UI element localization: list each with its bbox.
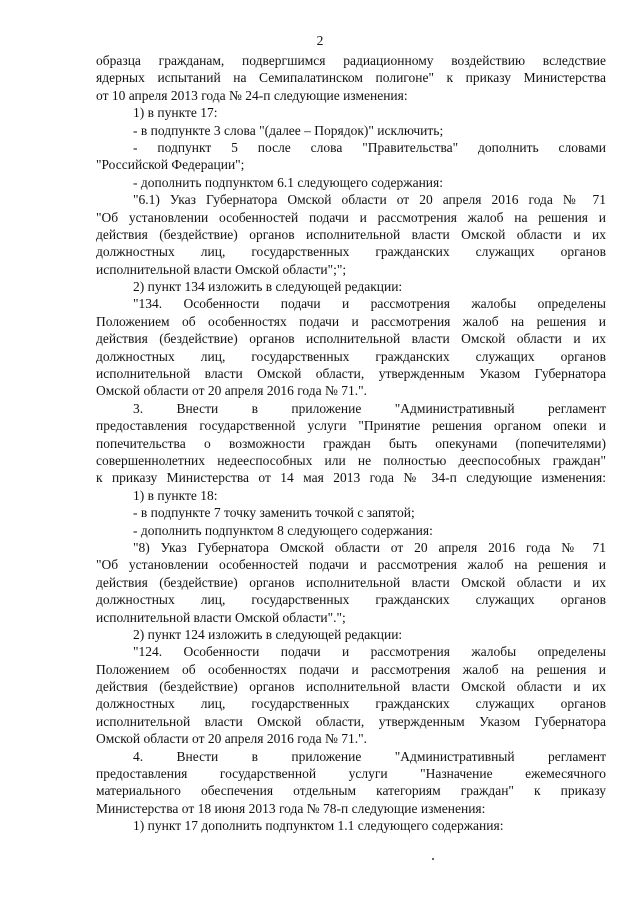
text-line: ядерных испытаний на Семипалатинском полигоне" к приказу Министерства (96, 70, 606, 86)
text-line: должностных лиц, государственных гражданских служащих органов (96, 244, 606, 260)
text-line: Омской области от 20 апреля 2016 года № 71.". (96, 383, 368, 399)
text-line: - в подпункте 7 точку заменить точкой с запятой; (133, 505, 415, 521)
text-line: от 10 апреля 2013 года № 24-п следующие изменения: (96, 87, 408, 103)
text-line: Положением об особенностях подачи и рассмотрения жалоб на решения и (96, 313, 606, 329)
text-line: 1) пункт 17 дополнить подпунктом 1.1 следующего содержания: (133, 818, 504, 834)
text-line: 1) в пункте 17: (133, 105, 218, 121)
text-line: действия (бездействие) органов исполнительной власти Омской области и их (96, 574, 606, 590)
text-line: исполнительной власти Омской области";"; (96, 261, 347, 277)
text-line: 3. Внести в приложение "Административный регламент (133, 400, 606, 416)
text-line: предоставления государственной услуги "Назначение ежемесячного (96, 766, 606, 782)
text-line: Омской области от 20 апреля 2016 года № 71.". (96, 731, 368, 747)
text-line: "124. Особенности подачи и рассмотрения жалобы определены (133, 644, 606, 660)
text-line: - дополнить подпунктом 8 следующего содержания: (133, 522, 433, 538)
text-line: 4. Внести в приложение "Административный регламент (133, 748, 606, 764)
text-line: "134. Особенности подачи и рассмотрения жалобы определены (133, 296, 606, 312)
text-line: исполнительной власти Омской области"."; (96, 609, 346, 625)
text-line: 2) пункт 134 изложить в следующей редакции: (133, 279, 403, 295)
text-line: - в подпункте 3 слова "(далее – Порядок)" исключить; (133, 122, 444, 138)
text-line: "6.1) Указ Губернатора Омской области от 20 апреля 2016 года № 71 (133, 192, 606, 208)
text-line: Положением об особенностях подачи и рассмотрения жалоб на решения и (96, 661, 606, 677)
text-line: попечительства о возможности граждан быть опекунами (попечителями) (96, 435, 606, 451)
text-line: - подпункт 5 после слова "Правительства" дополнить словами (133, 139, 606, 155)
text-line: действия (бездействие) органов исполнительной власти Омской области и их (96, 226, 606, 242)
text-line: - дополнить подпунктом 6.1 следующего содержания: (133, 174, 443, 190)
document-body (96, 52, 606, 835)
text-line: должностных лиц, государственных гражданских служащих органов (96, 592, 606, 608)
text-line: образца гражданам, подвергшимся радиационному воздействию вследствие (96, 53, 606, 68)
text-line: должностных лиц, государственных гражданских служащих органов (96, 696, 606, 712)
text-line: 1) в пункте 18: (133, 487, 218, 503)
text-line: "Об установлении особенностей подачи и рассмотрения жалоб на решения и (96, 557, 606, 573)
text-line: "Об установлении особенностей подачи и рассмотрения жалоб на решения и (96, 209, 606, 225)
text-line: "8) Указ Губернатора Омской области от 20 апреля 2016 года № 71 (133, 539, 606, 555)
text-line: 2) пункт 124 изложить в следующей редакции: (133, 626, 403, 642)
text-line: действия (бездействие) органов исполнительной власти Омской области и их (96, 331, 606, 347)
text-line: исполнительной власти Омской области, утвержденным Указом Губернатора (96, 713, 606, 729)
text-line: должностных лиц, государственных гражданских служащих органов (96, 348, 606, 364)
text-line: к приказу Министерства от 14 мая 2013 года № 34-п следующие изменения: (96, 470, 606, 486)
page-number: 2 (316, 33, 324, 48)
text-line: предоставления государственной услуги "Принятие решения органом опеки и (96, 418, 606, 434)
text-line: материального обеспечения отдельным категориям граждан" к приказу (96, 783, 606, 799)
scan-speck (432, 858, 434, 860)
text-line: действия (бездействие) органов исполнительной власти Омской области и их (96, 679, 606, 695)
text-line: совершеннолетних недееспособных или не полностью дееспособных граждан" (96, 452, 606, 468)
text-line: "Российской Федерации"; (96, 157, 245, 173)
text-line: исполнительной власти Омской области, утвержденным Указом Губернатора (96, 366, 606, 382)
text-line: Министерства от 18 июня 2013 года № 78-п следующие изменения: (96, 800, 486, 816)
